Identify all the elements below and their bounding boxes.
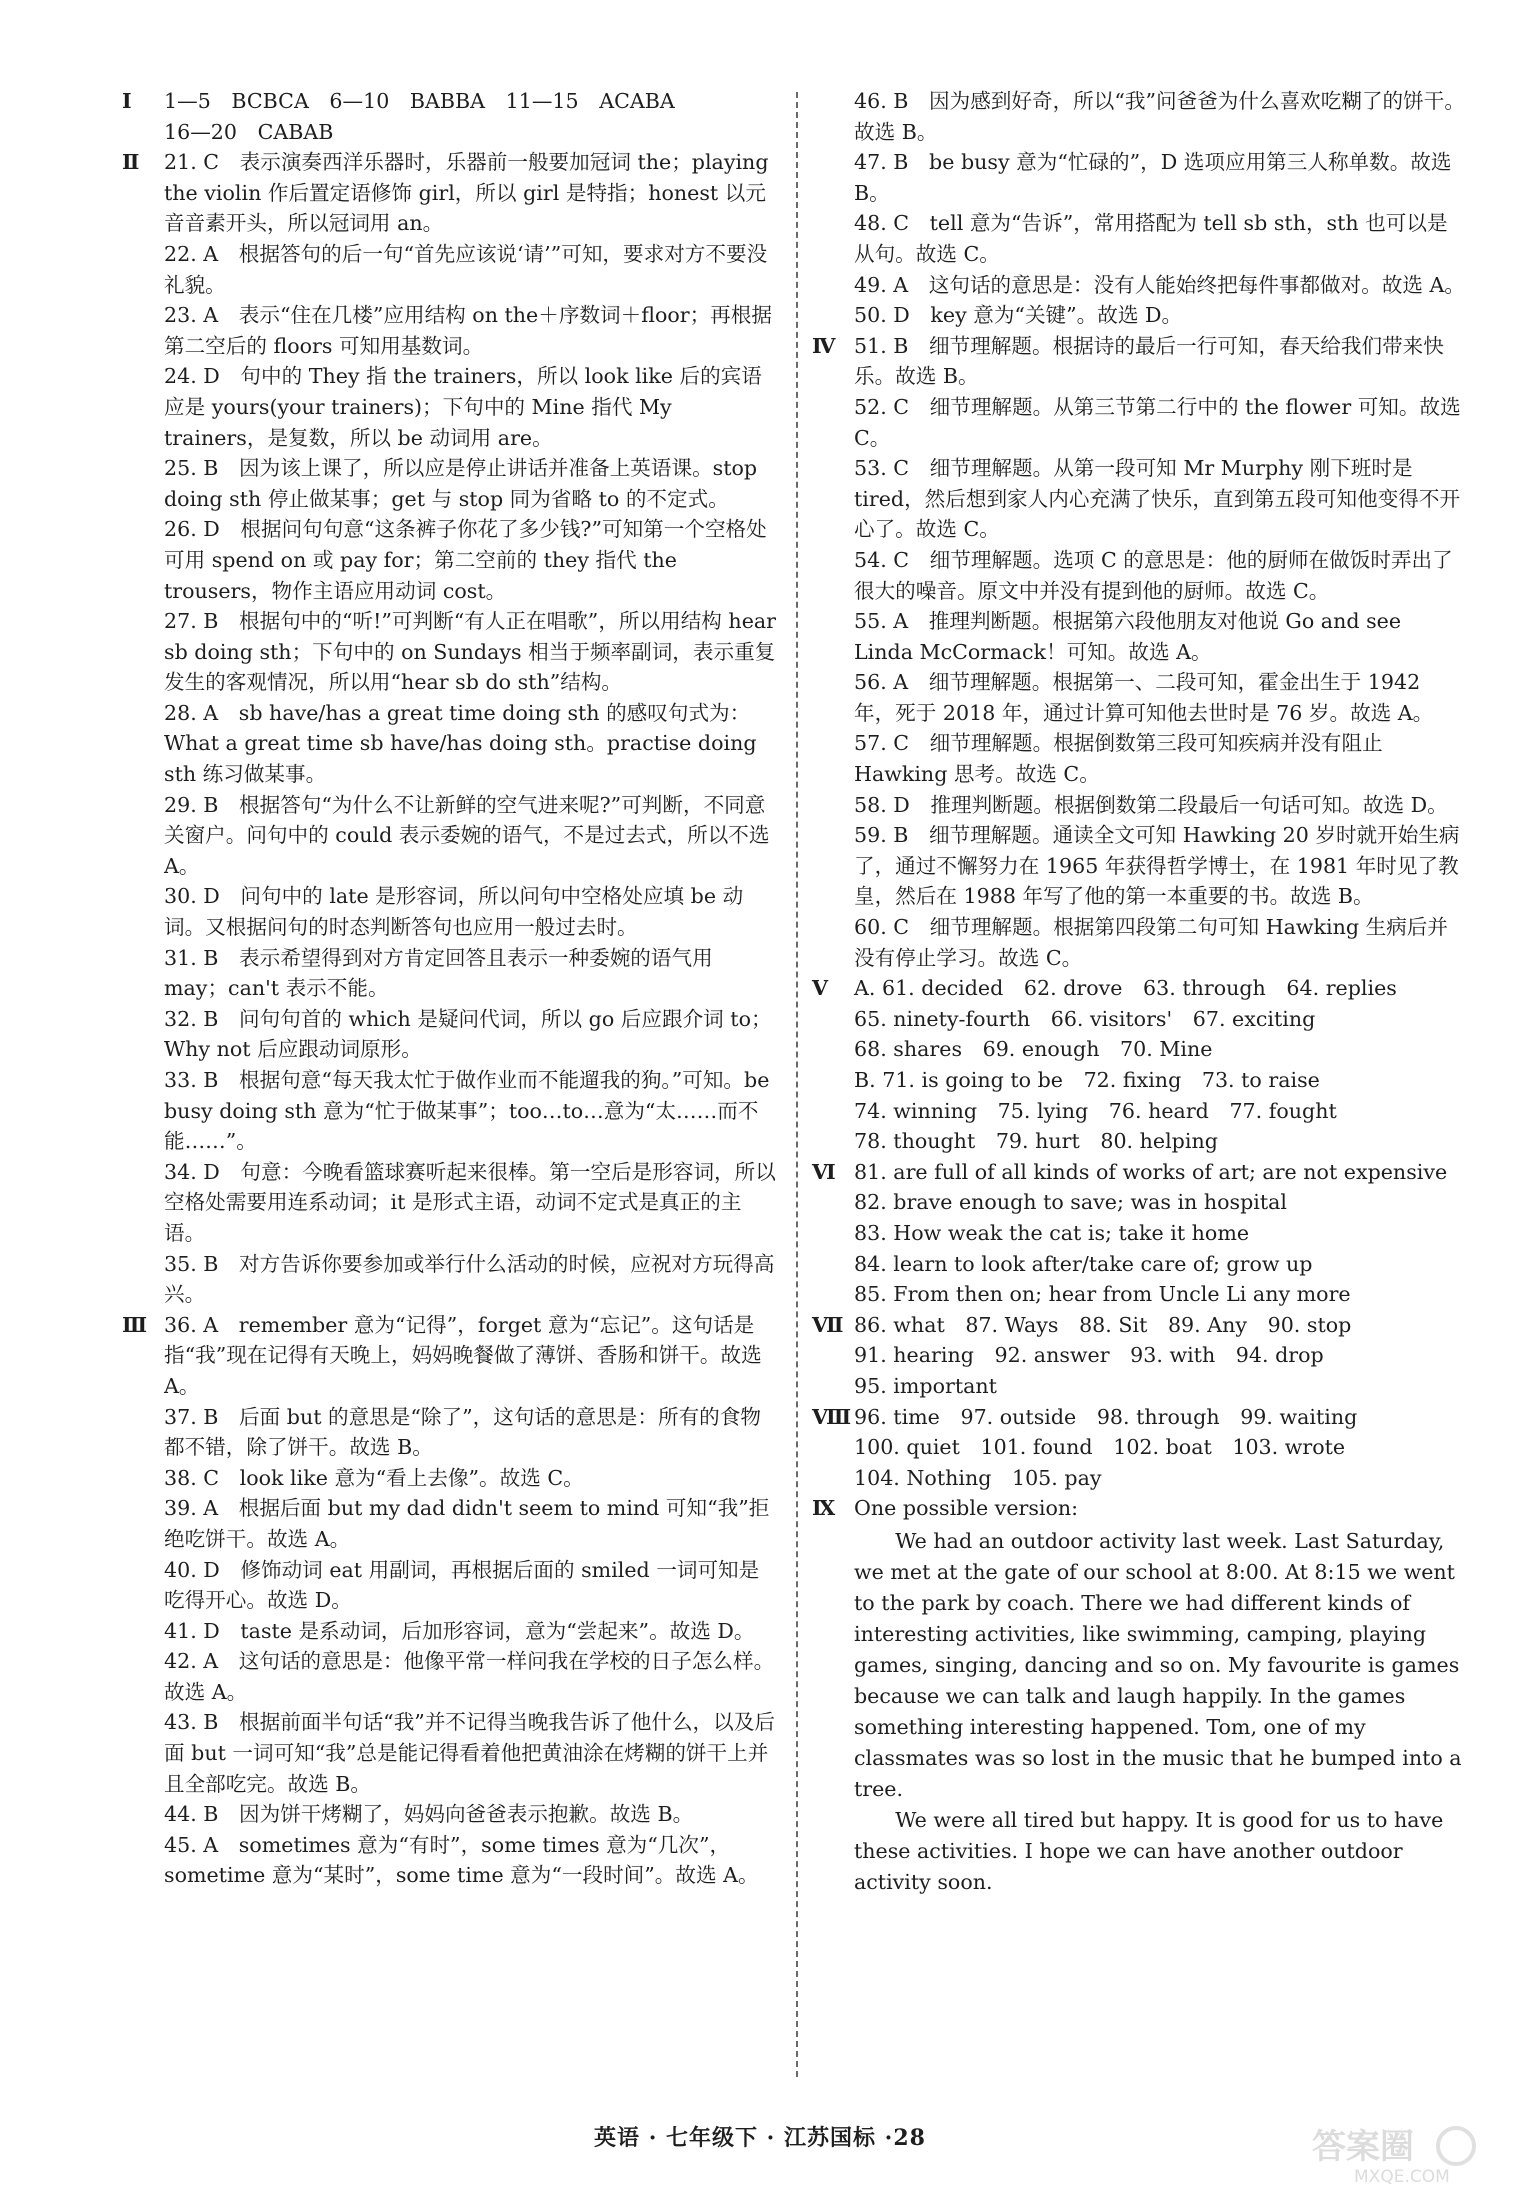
answer-block (122, 1065, 778, 1157)
answer-block (122, 514, 778, 606)
answer-text: 52. C 细节理解题。从第三节第二行中的 the flower 可知。故选 C。 (854, 394, 1461, 450)
answer-block (122, 1830, 778, 1891)
answer-line: 65. ninety-fourth 66. visitors' 67. exciting (854, 1006, 1316, 1031)
answer-block (812, 1279, 1466, 1310)
answer-block (812, 331, 1466, 392)
answer-text: 31. B 表示希望得到对方肯定回答且表示一种委婉的语气用 may；can't 表示不能。 (164, 945, 713, 1001)
section-numeral: Ⅵ (812, 1159, 836, 1184)
answer-block (812, 86, 1466, 147)
answer-block (812, 545, 1466, 606)
column-divider (796, 92, 798, 2077)
answer-text: 55. A 推理判断题。根据第六段他朋友对他说 Go and see Linda McCormack！可知。故选 A。 (854, 609, 1402, 664)
answer-text: 34. D 句意：今晚看篮球赛听起来很棒。第一空后是形容词，所以空格处需要用连系动词；it 是形式主语，动词不定式是真正的主语。 (164, 1159, 776, 1245)
answer-text: 43. B 根据前面半句话“我”并不记得当晚我告诉了他什么，以及后面 but 一词可知“我”总是能记得看着他把黄油涂在烤糊的饼干上并且全部吃完。故选 B。 (164, 1710, 775, 1796)
answer-text: 46. B 因为感到好奇，所以“我”问爸爸为什么喜欢吃糊了的饼干。故选 B。 (854, 89, 1465, 144)
answer-block (122, 239, 778, 300)
watermark-url: MXQE.COM (1354, 2167, 1450, 2186)
answer-block (812, 1218, 1466, 1249)
answer-text: 57. C 细节理解题。根据倒数第三段可知疾病并没有阻止 Hawking 思考。故选 C。 (854, 731, 1383, 787)
answer-block (122, 86, 778, 147)
answer-block (812, 820, 1466, 912)
answer-block (812, 973, 1466, 1004)
answer-block (812, 300, 1466, 331)
answer-block (812, 912, 1466, 973)
answer-block (812, 270, 1466, 301)
answer-block (812, 728, 1466, 789)
answer-block (122, 881, 778, 942)
answer-block (812, 790, 1466, 821)
answer-block (122, 1493, 778, 1554)
answer-line: 83. How weak the cat is; take it home (854, 1220, 1250, 1245)
answer-block (812, 1493, 1466, 1524)
answer-text: 39. A 根据后面 but my dad didn't seem to mind 可知“我”拒绝吃饼干。故选 A。 (164, 1496, 770, 1551)
answer-block (812, 1096, 1466, 1127)
answer-block (122, 698, 778, 790)
answer-block (812, 392, 1466, 453)
answer-text: 86. what 87. Ways 88. Sit 89. Any 90. stop (854, 1312, 1352, 1337)
answer-text: 26. D 根据问句句意“这条裤子你花了多少钱?”可知第一个空格处可用 spend on 或 pay for；第二空前的 they 指代 the trousers，物作主语应用动词 cost。 (164, 517, 767, 603)
essay-paragraph: We were all tired but happy. It is good for us to have these activities. I hope we can have another outdoor activity soon. (854, 1807, 1444, 1894)
answer-text: 49. A 这句话的意思是：没有人能始终把每件事都做对。故选 A。 (854, 272, 1466, 297)
answer-text: 41. D taste 是系动词，后加形容词，意为“尝起来”。故选 D。 (164, 1618, 755, 1643)
answer-text: 33. B 根据句意“每天我太忙于做作业而不能遛我的狗。”可知。be busy doing sth 意为“忙于做某事”；too…to…意为“太……而不能……”。 (164, 1068, 770, 1154)
answer-text: 50. D key 意为“关键”。故选 D。 (854, 303, 1183, 328)
answer-text: 23. A 表示“住在几楼”应用结构 on the＋序数词＋floor；再根据第二空后的 floors 可知用基数词。 (164, 303, 772, 358)
answer-block (122, 606, 778, 698)
answer-line: 95. important (854, 1373, 997, 1398)
section-numeral: Ⅴ (812, 976, 828, 1001)
answer-block (122, 1707, 778, 1799)
answer-block (122, 1463, 778, 1494)
answer-text: 35. B 对方告诉你要参加或举行什么活动的时候，应祝对方玩得高兴。 (164, 1251, 775, 1307)
answer-line: 104. Nothing 105. pay (854, 1465, 1102, 1490)
answer-text: 51. B 细节理解题。根据诗的最后一行可知，春天给我们带来快乐。故选 B。 (854, 333, 1444, 389)
answer-text: One possible version: (854, 1496, 1079, 1521)
answer-text: 37. B 后面 but 的意思是“除了”，这句话的意思是：所有的食物都不错，除了饼干。故选 B。 (164, 1404, 761, 1460)
answer-text: 32. B 问句句首的 which 是疑问代词，所以 go 后应跟介词 to；Why not 后应跟动词原形。 (164, 1006, 772, 1062)
answer-text: 42. A 这句话的意思是：他像平常一样问我在学校的日子怎么样。故选 A。 (164, 1649, 775, 1704)
answer-block (812, 147, 1466, 208)
section-numeral: Ⅳ (812, 333, 836, 358)
left-column (122, 86, 778, 1891)
answer-block (122, 147, 778, 239)
answer-text: 60. C 细节理解题。根据第四段第二句可知 Hawking 生病后并没有停止学习。故选 C。 (854, 915, 1448, 970)
answer-line: 84. learn to look after/take care of; grow up (854, 1251, 1313, 1276)
answer-block (122, 790, 778, 882)
answer-text: 22. A 根据答句的后一句“首先应该说‘请’”可知，要求对方不要没礼貌。 (164, 241, 768, 297)
answer-block (812, 606, 1466, 667)
answer-text: 38. C look like 意为“看上去像”。故选 C。 (164, 1465, 584, 1490)
answer-block (812, 1432, 1466, 1463)
answer-text: 45. A sometimes 意为“有时”，some times 意为“几次”，sometime 意为“某时”，some time 意为“一段时间”。故选 A。 (164, 1832, 759, 1888)
answer-text: 24. D 句中的 They 指 the trainers，所以 look like 后的宾语应是 yours(your trainers)；下句中的 Mine 指代 My trainers，是复数，所以 be 动词用 are。 (164, 364, 762, 450)
answer-text: A. 61. decided 62. drove 63. through 64. replies (854, 976, 1397, 1001)
answer-block (122, 1310, 778, 1402)
watermark-logo (1306, 2120, 1484, 2186)
answer-text: 81. are full of all kinds of works of art; are not expensive (854, 1159, 1448, 1184)
answer-block (812, 453, 1466, 545)
answer-block (122, 1249, 778, 1310)
answer-block (122, 943, 778, 1004)
essay (812, 1526, 1466, 1898)
answer-text: 44. B 因为饼干烤糊了，妈妈向爸爸表示抱歉。故选 B。 (164, 1802, 694, 1827)
answer-block (812, 1034, 1466, 1065)
answer-line: B. 71. is going to be 72. fixing 73. to raise (854, 1068, 1320, 1092)
answer-line: 85. From then on; hear from Uncle Li any more (854, 1282, 1351, 1307)
answer-block (812, 1126, 1466, 1157)
answer-block (812, 1371, 1466, 1402)
answer-block (812, 1157, 1466, 1188)
answer-block (812, 1402, 1466, 1433)
answer-block (812, 1004, 1466, 1035)
answer-line: 91. hearing 92. answer 93. with 94. drop (854, 1343, 1324, 1368)
answer-line: 78. thought 79. hurt 80. helping (854, 1129, 1218, 1154)
answer-block (812, 1310, 1466, 1341)
answer-text: 21. C 表示演奏西洋乐器时，乐器前一般要加冠词 the；playing the violin 作后置定语修饰 girl，所以 girl 是特指；honest 以元音音素开头，所以冠词用 an。 (164, 150, 769, 236)
answer-text: 56. A 细节理解题。根据第一、二段可知，霍金出生于 1942 年，死于 2018 年，通过计算可知他去世时是 76 岁。故选 A。 (854, 670, 1434, 725)
watermark-main: 答案圈 (1312, 2127, 1414, 2167)
answer-text: 54. C 细节理解题。选项 C 的意思是：他的厨师在做饭时弄出了很大的噪音。原文中并没有提到他的厨师。故选 C。 (854, 547, 1453, 603)
answer-text: 28. A sb have/has a great time doing sth 的感叹句式为：What a great time sb have/has doing sth。practise doing sth 练习做某事。 (164, 700, 757, 787)
answer-text: 25. B 因为该上课了，所以应是停止讲话并准备上英语课。stop doing sth 停止做某事；get 与 stop 同为省略 to 的不定式。 (164, 456, 758, 511)
section-numeral: Ⅸ (812, 1496, 836, 1521)
answer-line: 82. brave enough to save; was in hospital (854, 1190, 1288, 1215)
answer-line: 74. winning 75. lying 76. heard 77. fought (854, 1098, 1337, 1123)
watermark-circle (1438, 2128, 1474, 2164)
answer-block (122, 1555, 778, 1616)
answer-block (122, 1799, 778, 1830)
answer-text: 48. C tell 意为“告诉”，常用搭配为 tell sb sth，sth 也可以是从句。故选 C。 (854, 211, 1448, 266)
answer-block (122, 453, 778, 514)
answer-block (122, 1004, 778, 1065)
answer-text: 47. B be busy 意为“忙碌的”，D 选项应用第三人称单数。故选 B。 (854, 150, 1452, 205)
answer-block (122, 300, 778, 361)
answer-block (122, 1402, 778, 1463)
answer-line: 68. shares 69. enough 70. Mine (854, 1037, 1213, 1062)
page-footer: 英语 · 七年级下 · 江苏国标 ·28 (594, 2125, 926, 2151)
answer-text: 58. D 推理判断题。根据倒数第二段最后一句话可知。故选 D。 (854, 792, 1448, 817)
right-column (812, 86, 1466, 1898)
answer-block (122, 1157, 778, 1249)
answer-text: 96. time 97. outside 98. through 99. waiting (854, 1404, 1358, 1429)
answer-block (812, 667, 1466, 728)
section-numeral: Ⅶ (812, 1312, 844, 1337)
answer-text: 30. D 问句中的 late 是形容词，所以问句中空格处应填 be 动词。又根据问句的时态判断答句也应用一般过去时。 (164, 884, 744, 940)
answer-text: 36. A remember 意为“记得”，forget 意为“忘记”。这句话是指“我”现在记得有天晚上，妈妈晚餐做了薄饼、香肠和饼干。故选 A。 (164, 1312, 762, 1398)
section-numeral: Ⅰ (122, 89, 132, 113)
section-numeral: Ⅱ (122, 150, 140, 175)
answer-text: 59. B 细节理解题。通读全文可知 Hawking 20 岁时就开始生病了，通过不懈努力在 1965 年获得哲学博士，在 1981 年时见了教皇，然后在 1988 年写了他的第一本重要的书。故选 B。 (854, 823, 1460, 909)
right-answers (812, 86, 1466, 1524)
answer-text: 1—5 BCBCA 6—10 BABBA 11—15 ACABA 16—20 CABAB (164, 89, 675, 144)
answer-block (122, 1616, 778, 1647)
section-numeral: Ⅷ (812, 1404, 852, 1429)
answer-block (812, 1187, 1466, 1218)
answer-block (122, 361, 778, 453)
essay-paragraph: We had an outdoor activity last week. Last Saturday, we met at the gate of our school at 8:00. At 8:15 we went to the park by coach. There we had different kinds of interesting activities, like swimming, camping, playing games, singing, dancing and so on. My favourite is games because we can talk and laugh happily. In the games something interesting happened. Tom, one of my classmates was so lost in the music that he bumped into a tree. (854, 1528, 1462, 1801)
answer-line: 100. quiet 101. found 102. boat 103. wrote (854, 1435, 1346, 1460)
answer-block (122, 1646, 778, 1707)
answer-block (812, 1065, 1466, 1096)
answer-block (812, 208, 1466, 269)
answer-text: 40. D 修饰动词 eat 用副词，再根据后面的 smiled 一词可知是吃得开心。故选 D。 (164, 1557, 760, 1613)
section-numeral: Ⅲ (122, 1312, 148, 1337)
answer-block (812, 1463, 1466, 1494)
answer-text: 29. B 根据答句“为什么不让新鲜的空气进来呢?”可判断，不同意关窗户。问句中的 could 表示委婉的语气，不是过去式，所以不选 A。 (164, 792, 770, 878)
answer-text: 53. C 细节理解题。从第一段可知 Mr Murphy 刚下班时是 tired，然后想到家人内心充满了快乐，直到第五段可知他变得不开心了。故选 C。 (854, 456, 1461, 542)
answer-block (812, 1340, 1466, 1371)
answer-text: 27. B 根据句中的“听!”可判断“有人正在唱歌”，所以用结构 hear sb doing sth；下句中的 on Sundays 相当于频率副词，表示重复发生的客观情况，所以用“hear sb do sth”结构。 (164, 609, 776, 695)
answer-block (812, 1249, 1466, 1280)
